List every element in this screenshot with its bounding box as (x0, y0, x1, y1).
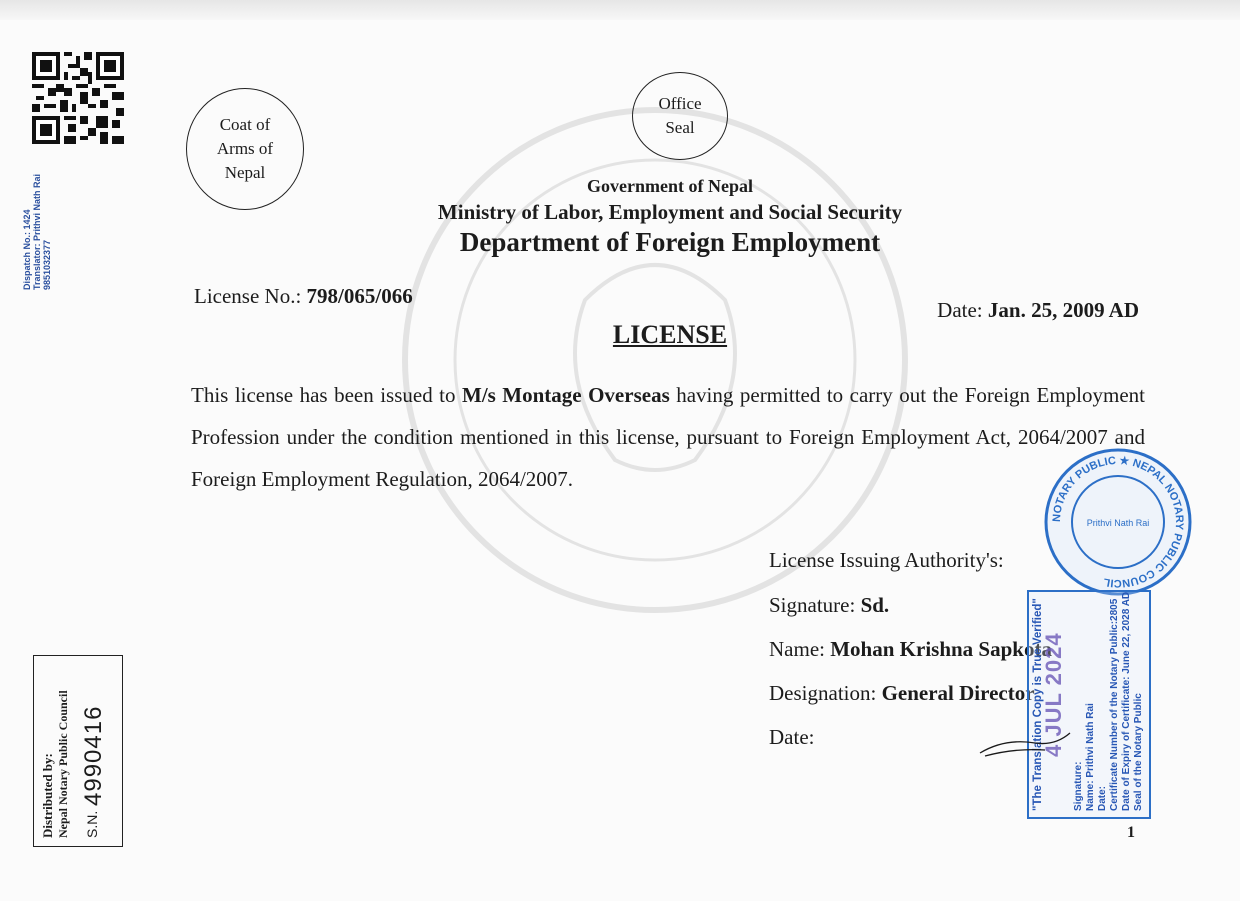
coat-line-3: Nepal (224, 163, 266, 182)
stamp-name: Name: Prithvi Nath Rai (1085, 703, 1096, 811)
designation-value: General Director (881, 681, 1035, 705)
ministry-heading: Ministry of Labor, Employment and Social Security (437, 200, 903, 224)
stamp-date-label: Date: (1097, 785, 1108, 811)
stamp-seal: Seal of the Notary Public (1133, 693, 1144, 811)
authority-designation (769, 681, 1035, 706)
seal-inner-text: Prithvi Nath Rai (1086, 518, 1150, 528)
license-body (191, 374, 1145, 500)
seal-line-1: Office (658, 94, 702, 113)
handwritten-signature (975, 718, 1075, 768)
issue-date-label: Date: (937, 298, 983, 322)
stamp-signature: Signature: (1073, 761, 1084, 811)
authority-signature (769, 593, 889, 618)
translator-phone: 9851032377 (42, 239, 52, 290)
company-name: M/s Montage Overseas (462, 383, 670, 407)
coat-of-arms-placeholder (186, 88, 304, 210)
body-post: having permitted to carry out the Foreign Employment Profession under the condition mentioned in this license, pursuant to Foreign Employment Act, 2064/2007 and Foreign Employment Regulation, 2064/2007. (191, 383, 1145, 491)
signature-label: Signature: (769, 593, 856, 617)
distributed-by-label: Distributed by: (40, 753, 55, 838)
name-label: Name: (769, 637, 825, 661)
verification-title: "The Translation Copy is True Verified" (1032, 598, 1044, 811)
office-seal-placeholder (632, 72, 728, 160)
body-pre: This license has been issued to (191, 383, 456, 407)
serial-number-value: 4990416 (80, 705, 107, 806)
authority-name (769, 637, 1052, 662)
dispatch-number: Dispatch No.: 1424 (22, 209, 32, 290)
signature-value: Sd. (860, 593, 890, 617)
authority-date: Date: (769, 725, 815, 749)
designation-label: Designation: (769, 681, 877, 705)
stamp-expiry: Date of Expiry of Certificate: June 22, 2028 AD (1121, 591, 1132, 811)
translator-side-note (22, 174, 52, 290)
license-number (194, 284, 413, 309)
coat-line-1: Coat of (219, 115, 271, 134)
license-number-label: License No.: (194, 284, 302, 308)
license-number-value: 798/065/066 (306, 284, 413, 308)
authority-heading: License Issuing Authority's: (769, 548, 1004, 572)
issue-date (937, 298, 1139, 323)
serial-number-label: S.N. (84, 810, 100, 838)
department-heading: Department of Foreign Employment (459, 227, 881, 257)
name-value: Mohan Krishna Sapkota (830, 637, 1052, 661)
notary-public-round-seal (1043, 447, 1193, 597)
seal-outer-text: NOTARY PUBLIC ★ NEPAL NOTARY PUBLIC COUNCIL (1050, 454, 1186, 590)
qr-code-icon (32, 52, 124, 144)
scan-edge (0, 0, 1240, 20)
seal-line-2: Seal (665, 118, 695, 137)
coat-line-2: Arms of (216, 139, 274, 158)
distribution-box (33, 655, 123, 847)
notary-verification-stamp (1027, 590, 1151, 819)
issue-date-value: Jan. 25, 2009 AD (987, 298, 1139, 322)
license-title: LICENSE (612, 320, 728, 349)
stamp-certificate: Certificate Number of the Notary Public:2805 (1109, 598, 1120, 811)
stamp-date: 4 JUL 2024 (1041, 632, 1066, 757)
government-heading: Government of Nepal (587, 176, 753, 196)
distributor-name: Nepal Notary Public Council (56, 690, 70, 838)
translator-name: Translator: Prithvi Nath Rai (32, 173, 42, 290)
page-number: 1 (1127, 824, 1135, 841)
